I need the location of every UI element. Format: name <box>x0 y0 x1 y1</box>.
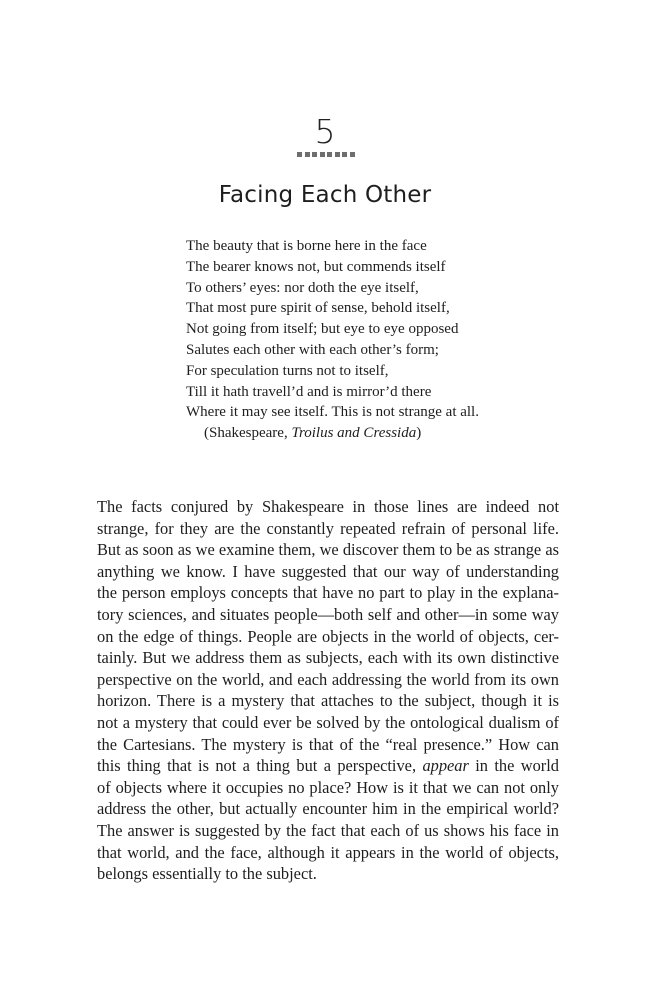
ornament-square <box>335 152 340 157</box>
body-text-run: in the world <box>468 756 559 776</box>
epigraph-line: Till it hath travell’d and is mirror’d there <box>186 383 432 400</box>
body-line: belongs essentially to the subject. <box>97 864 317 884</box>
body-text-run: this thing that is not a thing but a perspective, <box>97 756 423 776</box>
epigraph-line: Salutes each other with each other’s form; <box>186 341 439 358</box>
body-line: perspective on the world, and each addressing the world from its own <box>97 669 559 689</box>
ornament-square <box>350 152 355 157</box>
body-paragraph <box>97 496 559 885</box>
body-line: anything we know. I have suggested that our way of understanding <box>97 561 559 581</box>
body-line: of objects where it occupies no place? How is it that we can not only <box>97 777 559 797</box>
epigraph <box>186 236 546 444</box>
epigraph-line: The beauty that is borne here in the face <box>186 238 427 254</box>
body-line: strange, for they are the constantly repeated refrain of personal life. <box>97 518 559 538</box>
epigraph-line: For speculation turns not to itself, <box>186 362 389 379</box>
epigraph-line: The bearer knows not, but commends itself <box>186 258 446 275</box>
body-line: The facts conjured by Shakespeare in those lines are indeed not <box>97 497 559 516</box>
body-line: not a mystery that could ever be solved by the ontological dualism of <box>97 712 559 732</box>
body-line: horizon. There is a mystery that attaches to the subject, though it is <box>97 691 559 711</box>
body-line: The answer is suggested by the fact that each of us shows his face in <box>97 820 559 840</box>
attribution-suffix: ) <box>416 425 422 442</box>
body-line: tory sciences, and situates people—both self and other—in some way <box>97 604 559 624</box>
body-line: address the other, but actually encounter him in the empirical world? <box>97 799 559 819</box>
emphasized-word: appear <box>422 756 469 776</box>
ornament-square <box>297 152 302 157</box>
ornament-square <box>342 152 347 157</box>
epigraph-line: Not going from itself; but eye to eye opposed <box>186 321 459 338</box>
attribution-work-title: Troilus and Cressida <box>291 425 417 442</box>
epigraph-line: To others’ eyes: nor doth the eye itself, <box>186 279 419 296</box>
body-line-with-emphasis <box>97 755 559 777</box>
epigraph-attribution <box>186 423 546 444</box>
chapter-number: 5 <box>314 112 336 151</box>
body-line: that world, and the face, although it appears in the world of objects, <box>97 842 559 862</box>
attribution-prefix: (Shakespeare, <box>204 425 292 442</box>
chapter-ornament-rule <box>297 152 355 158</box>
ornament-square <box>320 152 325 157</box>
chapter-title: Facing Each Other <box>218 182 432 208</box>
ornament-square <box>305 152 310 157</box>
body-line: the person employs concepts that have no part to play in the explana- <box>97 583 559 603</box>
epigraph-line: That most pure spirit of sense, behold itself, <box>186 300 450 317</box>
ornament-square <box>327 152 332 157</box>
epigraph-line: Where it may see itself. This is not strange at all. <box>186 404 479 421</box>
ornament-square <box>312 152 317 157</box>
body-line: tainly. But we address them as subjects, each with its own distinctive <box>97 648 559 668</box>
body-line: on the edge of things. People are objects in the world of objects, cer- <box>97 626 559 646</box>
body-line: But as soon as we examine them, we discover them to be as strange as <box>97 540 559 560</box>
body-line: the Cartesians. The mystery is that of the “real presence.” How can <box>97 734 559 754</box>
